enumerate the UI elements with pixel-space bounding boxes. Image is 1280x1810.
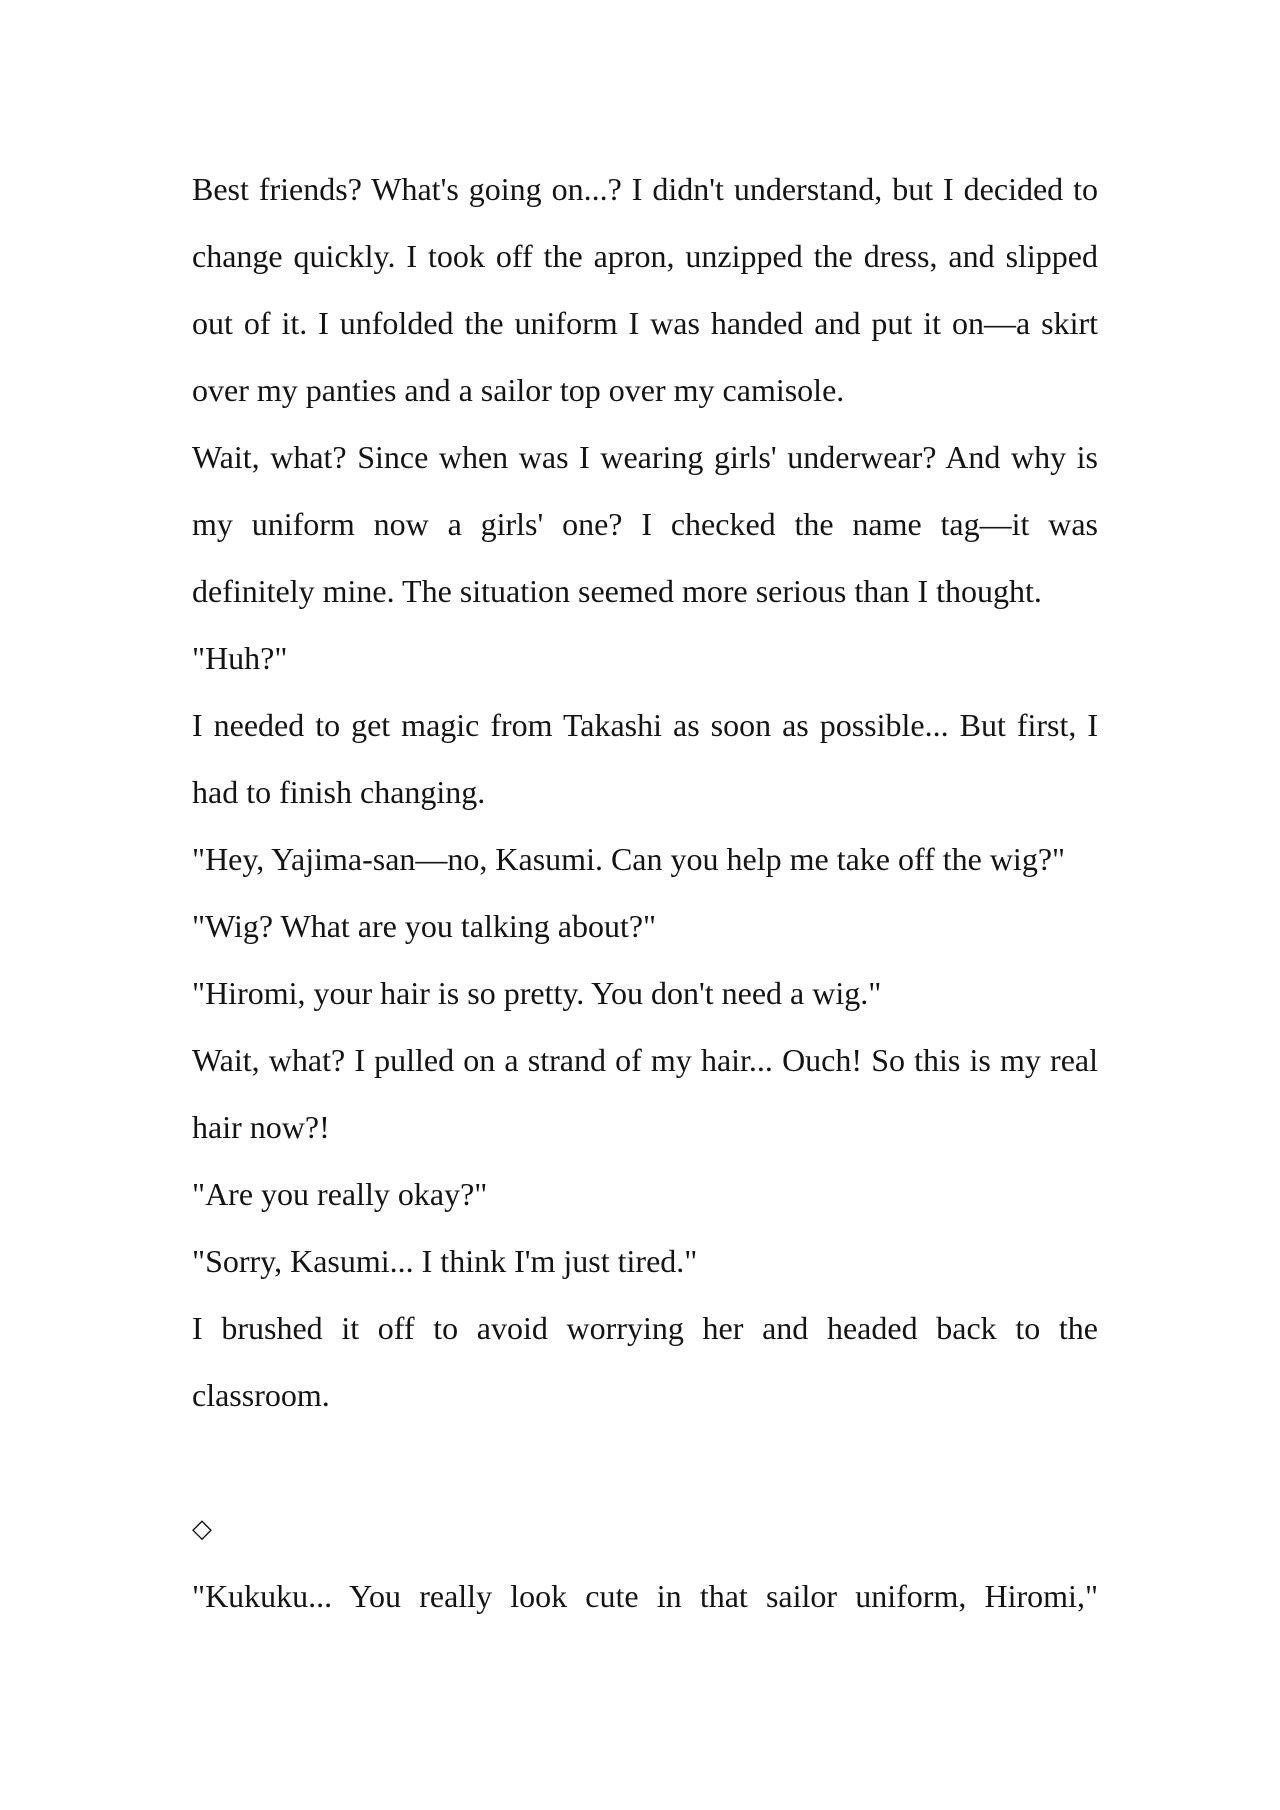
continued-paragraph: "Kukuku... You really look cute in that sailor uniform, Hiromi," [192,1578,1098,1614]
paragraph: I needed to get magic from Takashi as soon as possible... But first, I had to finish changing. [192,707,1098,810]
dialogue-line: "Are you really okay?" [192,1176,488,1212]
dialogue-line: "Huh?" [192,640,288,676]
paragraph: I brushed it off to avoid worrying her and headed back to the classroom. [192,1310,1098,1413]
paragraph: Best friends? What's going on...? I didn't understand, but I decided to change quickly. I took off the apron, unzipped the dress, and slipped out of it. I unfolded the uniform I was handed and put it on—a skirt over my panties and a sailor top over my camisole. [192,171,1098,408]
dialogue-line: "Wig? What are you talking about?" [192,908,657,944]
dialogue-line: "Hiromi, your hair is so pretty. You don't need a wig." [192,975,882,1011]
text-body [192,156,1098,1630]
paragraph: Wait, what? I pulled on a strand of my hair... Ouch! So this is my real hair now?! [192,1042,1098,1145]
section-break-symbol: ◇ [192,1514,212,1544]
dialogue-line: "Hey, Yajima-san—no, Kasumi. Can you help me take off the wig?" [192,841,1066,877]
paragraph: Wait, what? Since when was I wearing girls' underwear? And why is my uniform now a girls' one? I checked the name tag—it was definitely mine. The situation seemed more serious than I thought. [192,439,1098,609]
blank-line [192,1429,1098,1496]
dialogue-line: "Sorry, Kasumi... I think I'm just tired." [192,1243,698,1279]
